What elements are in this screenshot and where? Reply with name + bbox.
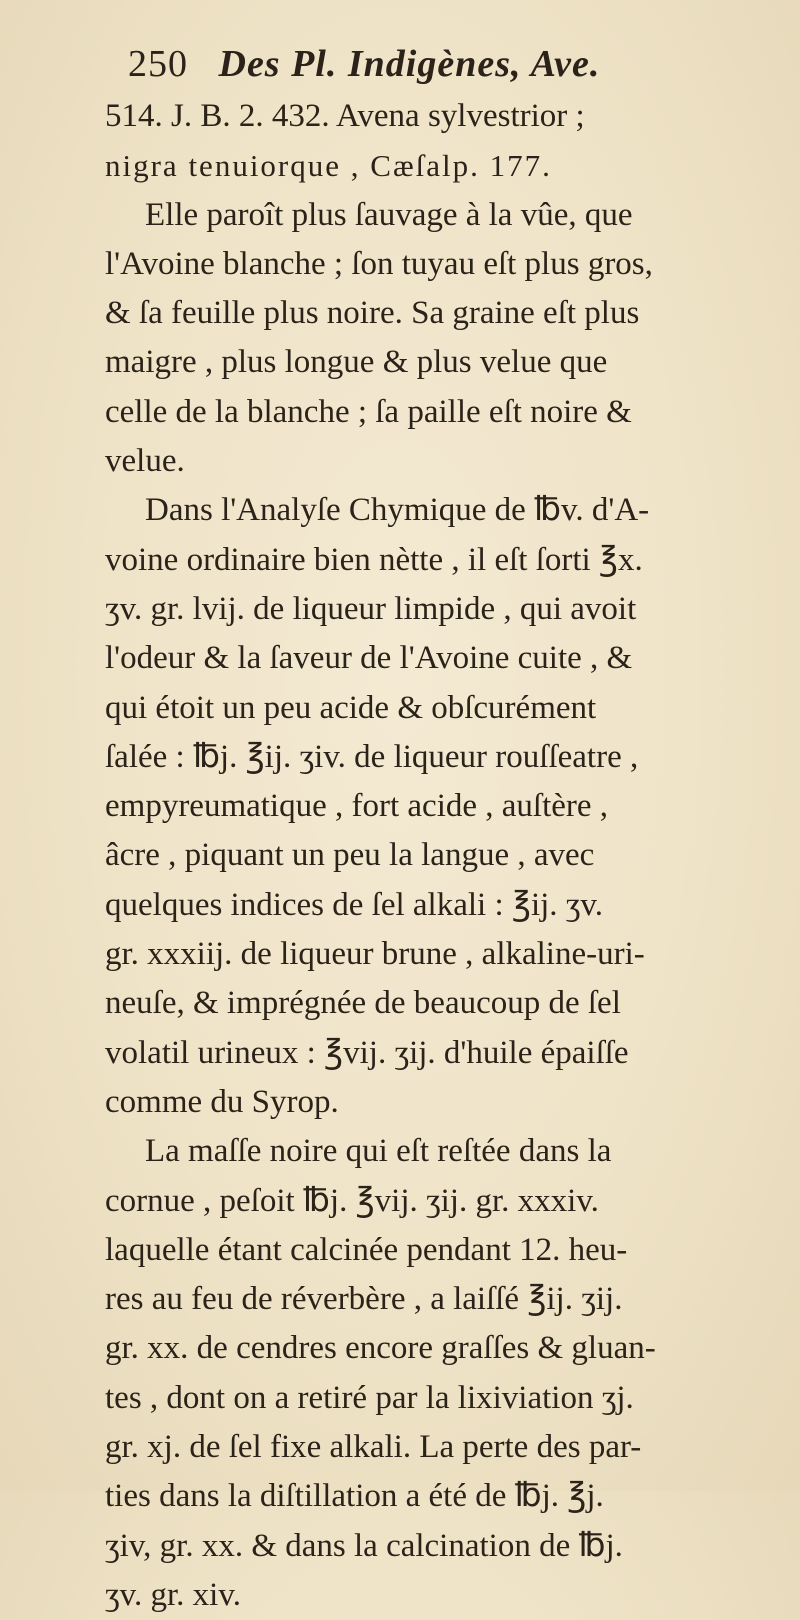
text-line: âcre , piquant un peu la langue , avec [105, 837, 595, 874]
text-line: & ſa feuille plus noire. Sa graine eſt plus [105, 295, 640, 332]
text-line: qui étoit un peu acide & obſcurément [105, 689, 597, 726]
text-line: res au feu de réverbère , a laiſſé ℥ij. ʒij. [105, 1281, 623, 1318]
text-line: ʒiv, gr. xx. & dans la calcination de ℔j. [105, 1527, 623, 1564]
text-line: nigra tenuiorque , Cæſalp. 177. [105, 148, 552, 184]
text-line: maigre , plus longue & plus velue que [105, 344, 608, 381]
text-line: gr. xx. de cendres encore graſſes & gluan- [105, 1330, 656, 1367]
text-line: quelques indices de ſel alkali : ℥ij. ʒv. [105, 886, 604, 923]
text-line: celle de la blanche ; ſa paille eſt noire & [105, 393, 632, 430]
text-line: ʒv. gr. lvij. de liqueur limpide , qui avoit [105, 590, 637, 627]
text-line: tes , dont on a retiré par la lixiviation ʒj. [105, 1379, 634, 1416]
text-line: ſalée : ℔j. ℥ij. ʒiv. de liqueur rouſſeatre , [105, 738, 639, 775]
paragraph-start: Elle paroît plus ſauvage à la vûe, que [145, 196, 633, 233]
text-line: velue. [105, 443, 185, 480]
text-line: empyreumatique , fort acide , auſtère , [105, 788, 609, 825]
text-line: l'odeur & la ſaveur de l'Avoine cuite , & [105, 640, 633, 677]
text-line: voine ordinaire bien nètte , il eſt ſorti ℥x. [105, 541, 643, 578]
running-title: Des Pl. Indigènes, Ave. [218, 43, 601, 85]
paragraph-start: La maſſe noire qui eſt reſtée dans la [145, 1133, 612, 1170]
text-line: laquelle étant calcinée pendant 12. heu- [105, 1231, 628, 1268]
text-line: volatil urineux : ℥vij. ʒij. d'huile épaiſſe [105, 1034, 629, 1071]
text-line: 514. J. B. 2. 432. Avena sylvestrior ; [105, 98, 585, 134]
text-line: ties dans la diſtillation a été de ℔j. ℥j. [105, 1478, 604, 1515]
paragraph-start: Dans l'Analyſe Chymique de ℔v. d'A- [145, 492, 650, 529]
text-line: ʒv. gr. xiv. [105, 1576, 241, 1613]
text-line: neuſe, & imprégnée de beaucoup de ſel [105, 985, 621, 1022]
body-text [105, 92, 775, 1620]
text-line: comme du Syrop. [105, 1083, 339, 1120]
text-line: l'Avoine blanche ; ſon tuyau eſt plus gros, [105, 245, 653, 282]
text-line: cornue , peſoit ℔j. ℥vij. ʒij. gr. xxxiv. [105, 1182, 599, 1219]
page-header [128, 42, 768, 94]
page-number: 250 [128, 43, 188, 85]
text-line: gr. xxxiij. de liqueur brune , alkaline-uri- [105, 936, 645, 973]
text-line: gr. xj. de ſel fixe alkali. La perte des par- [105, 1429, 642, 1466]
